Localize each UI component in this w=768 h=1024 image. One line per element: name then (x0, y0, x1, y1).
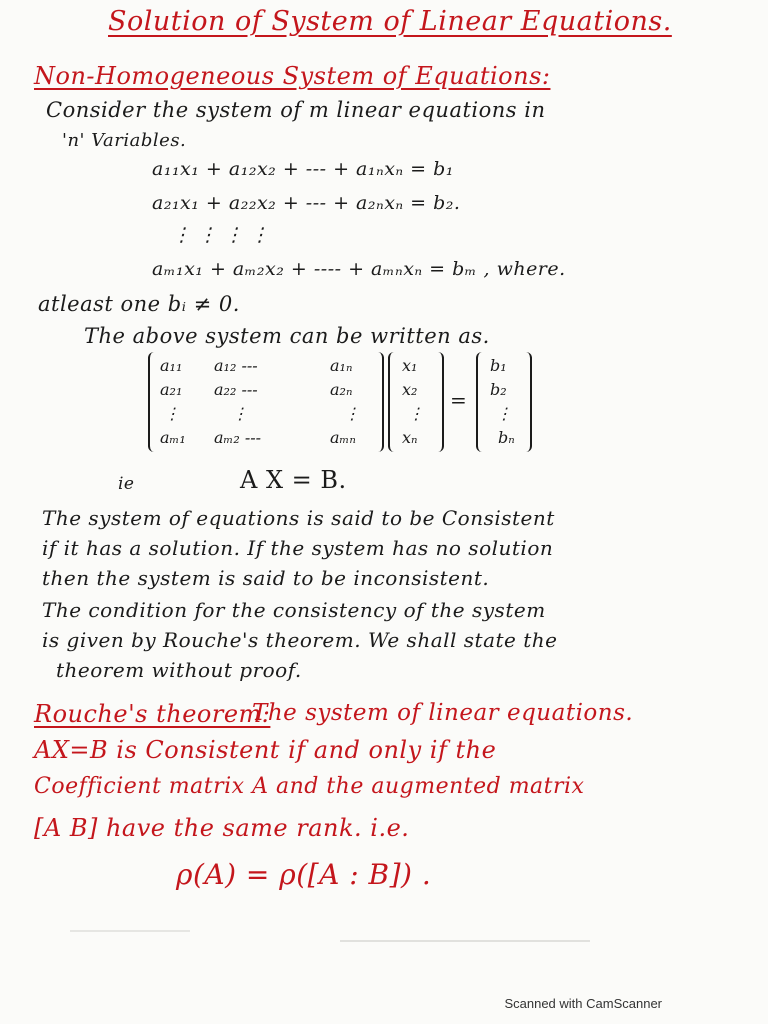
rouche-line-4: [A B] have the same rank. i.e. (34, 814, 410, 842)
matrix-a-cell: aₘ₂ --- (214, 428, 262, 447)
page-title: Solution of System of Linear Equations. (108, 6, 672, 37)
matrix-a-cell: ⋮ (232, 404, 248, 423)
matrix-a-cell: a₁₂ --- (214, 356, 258, 375)
matrix-x-cell: x₁ (402, 356, 418, 375)
matrix-b-cell: ⋮ (496, 404, 512, 423)
bleed-through-mark (340, 940, 590, 942)
camscanner-watermark: Scanned with CamScanner (504, 996, 662, 1011)
rouche-line-3: Coefficient matrix A and the augmented matrix (34, 774, 585, 799)
matrix-b-cell: b₂ (490, 380, 507, 399)
equation-m: aₘ₁x₁ + aₘ₂x₂ + ---- + aₘₙxₙ = bₘ , where. (152, 258, 566, 280)
matrix-a (148, 352, 384, 452)
rouche-line-1: The system of linear equations. (252, 700, 634, 726)
matrix-a-cell: a₁₁ (160, 356, 183, 375)
matrix-a-cell: ⋮ (344, 404, 360, 423)
bleed-through-mark (70, 930, 190, 932)
matrix-a-cell: ⋮ (164, 404, 180, 423)
consistency-line-3: then the system is said to be inconsistent. (42, 566, 490, 590)
rouche-line-2: AX=B is Consistent if and only if the (34, 736, 497, 764)
consistency-line-1: The system of equations is said to be Consistent (42, 506, 555, 530)
matrix-a-cell: a₂₁ (160, 380, 183, 399)
matrix-b-cell: bₙ (498, 428, 515, 447)
consistency-line-5: is given by Rouche's theorem. We shall state the (42, 628, 558, 652)
consistency-line-4: The condition for the consistency of the system (42, 598, 546, 622)
matrix-x-cell: ⋮ (408, 404, 424, 423)
atleast-line: atleast one bᵢ ≠ 0. (38, 292, 240, 316)
equation-2: a₂₁x₁ + a₂₂x₂ + --- + a₂ₙxₙ = b₂. (152, 192, 461, 214)
matrix-x-cell: x₂ (402, 380, 418, 399)
written-as-line: The above system can be written as. (84, 324, 490, 348)
matrix-a-cell: a₁ₙ (330, 356, 353, 375)
intro-line-1: Consider the system of m linear equations in (46, 98, 546, 122)
matrix-equals-sign: = (450, 388, 468, 412)
matrix-a-cell: a₂ₙ (330, 380, 353, 399)
intro-line-2: 'n' Variables. (62, 130, 187, 151)
rouche-theorem-label: Rouche's theorem: (34, 700, 271, 728)
ie-label: ie (118, 474, 135, 494)
matrix-b (476, 352, 532, 452)
matrix-x (388, 352, 444, 452)
rank-equation: ρ(A) = ρ([A : B]) . (176, 858, 432, 891)
matrix-a-cell: aₘ₁ (160, 428, 186, 447)
matrix-a-cell: a₂₂ --- (214, 380, 258, 399)
matrix-x-cell: xₙ (402, 428, 418, 447)
consistency-line-2: if it has a solution. If the system has no solution (42, 536, 554, 560)
equation-dots: ⋮ ⋮ ⋮ ⋮ (172, 224, 270, 246)
matrix-b-cell: b₁ (490, 356, 507, 375)
equation-1: a₁₁x₁ + a₁₂x₂ + --- + a₁ₙxₙ = b₁ (152, 158, 454, 180)
matrix-a-cell: aₘₙ (330, 428, 356, 447)
ax-equals-b: A X = B. (240, 466, 347, 494)
consistency-line-6: theorem without proof. (56, 658, 302, 682)
section-heading: Non-Homogeneous System of Equations: (34, 62, 551, 90)
